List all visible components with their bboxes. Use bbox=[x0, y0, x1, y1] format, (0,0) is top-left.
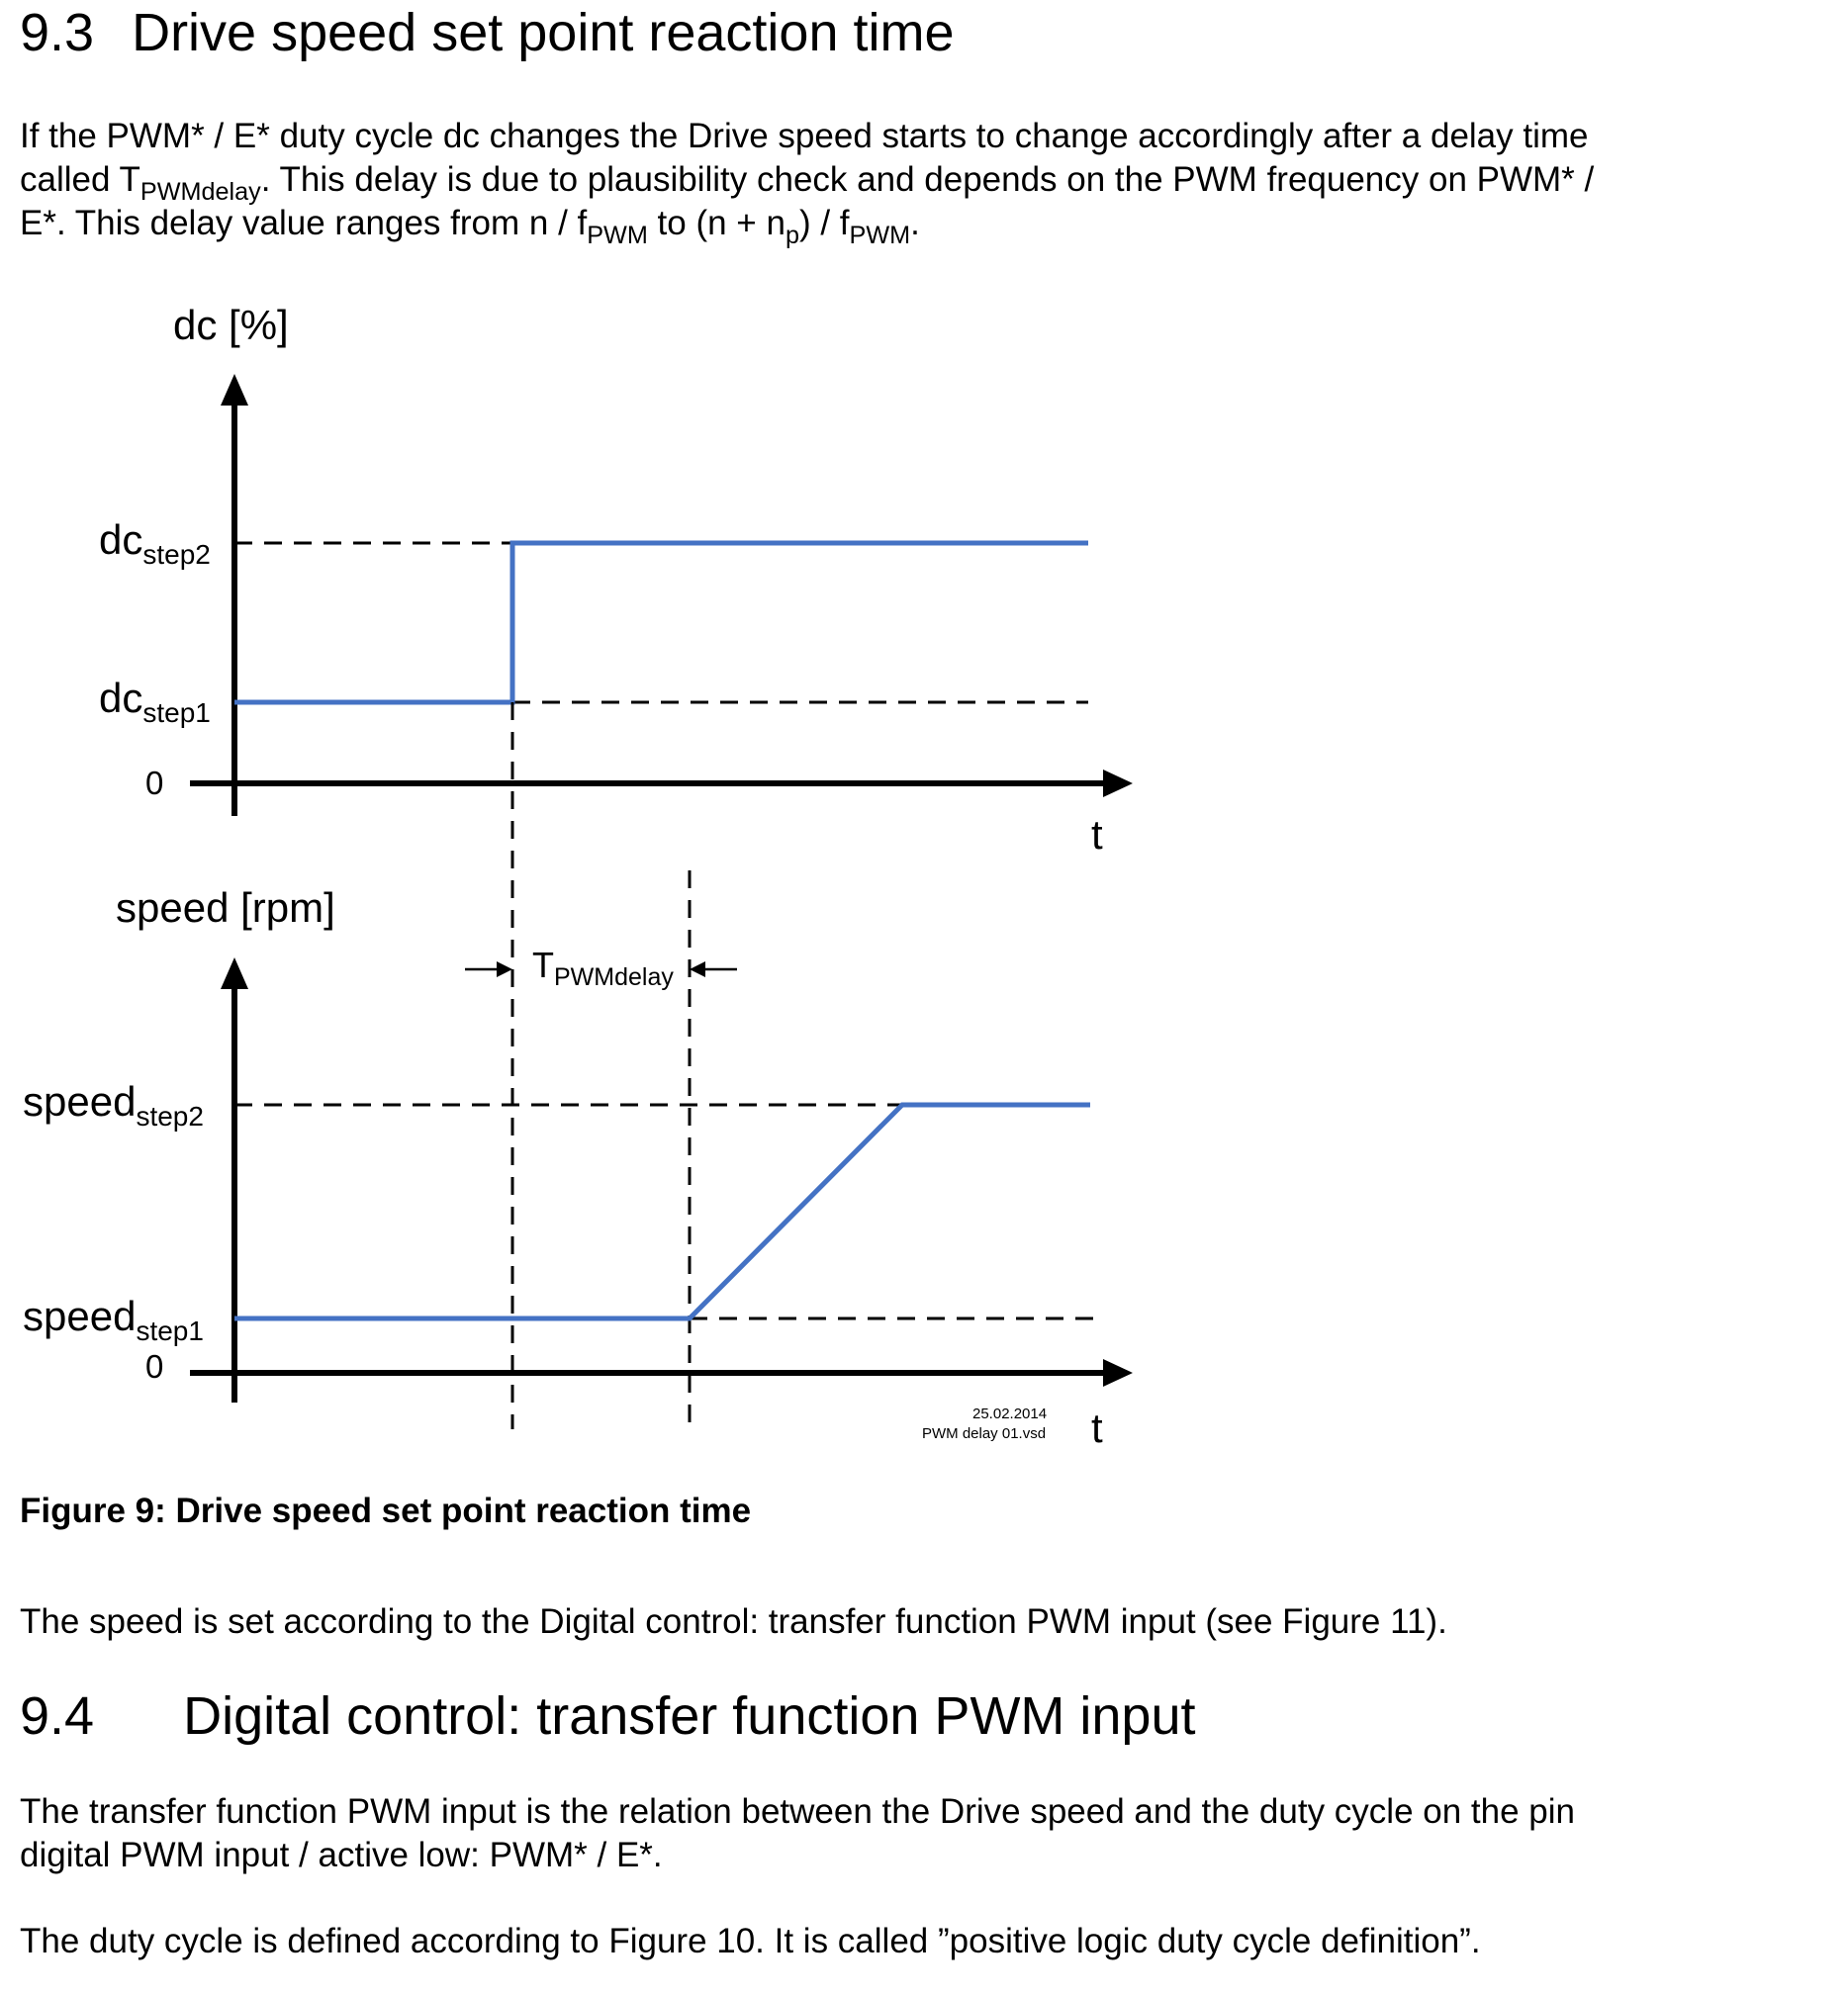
bottom-zero-label: 0 bbox=[145, 1348, 164, 1385]
section-title: Drive speed set point reaction time bbox=[132, 3, 955, 62]
paragraph-line: The transfer function PWM input is the relation between the Drive speed and the duty cycle on the pin bbox=[20, 1792, 1575, 1831]
section-9-4-heading bbox=[20, 1686, 1196, 1746]
drawing-date-stamp: 25.02.2014 bbox=[972, 1406, 1048, 1422]
speed-step1-base: speed bbox=[23, 1293, 137, 1339]
delay-label-sub: PWMdelay bbox=[554, 963, 674, 991]
speed-signal-line bbox=[234, 1105, 1090, 1318]
intro-subscript: p bbox=[785, 221, 799, 249]
speed-step2-label bbox=[23, 1078, 204, 1132]
intro-line-1: If the PWM* / E* duty cycle dc changes the Drive speed starts to change accordingly after a delay time bbox=[20, 117, 1589, 155]
bottom-x-axis-arrow bbox=[1103, 1359, 1133, 1387]
speed-step2-base: speed bbox=[23, 1078, 137, 1125]
intro-line-3-part: E*. This delay value ranges from n / f bbox=[20, 204, 588, 242]
dc-step2-sub: step2 bbox=[142, 539, 211, 570]
speed-step1-label bbox=[23, 1293, 204, 1346]
dc-step1-base: dc bbox=[99, 675, 143, 721]
after-figure-paragraph: The speed is set according to the Digital control: transfer function PWM input (see Figure 11). bbox=[20, 1602, 1447, 1641]
top-y-axis-arrow bbox=[221, 374, 248, 406]
intro-line-2-part: called T bbox=[20, 160, 140, 199]
section-number: 9.3 bbox=[20, 3, 95, 62]
section-9-4-paragraph-2: The duty cycle is defined according to Figure 10. It is called ”positive logic duty cycle definition”. bbox=[20, 1922, 1481, 1960]
section-title: Digital control: transfer function PWM input bbox=[183, 1686, 1196, 1746]
top-x-axis-arrow bbox=[1103, 770, 1133, 797]
bottom-y-axis-arrow bbox=[221, 957, 248, 989]
intro-subscript: PWMdelay bbox=[139, 177, 261, 206]
dc-step2-base: dc bbox=[99, 516, 143, 563]
bottom-x-axis-label: t bbox=[1091, 1405, 1103, 1451]
paragraph-line: digital PWM input / active low: PWM* / E*. bbox=[20, 1836, 663, 1874]
delay-left-arrow-head bbox=[497, 961, 512, 977]
dc-step2-label bbox=[99, 516, 211, 570]
delay-label-base: T bbox=[532, 945, 554, 985]
intro-subscript: PWM bbox=[849, 221, 911, 249]
bottom-y-axis-label: speed [rpm] bbox=[116, 884, 335, 931]
intro-line-3-part: to (n + n bbox=[647, 204, 785, 242]
dc-step1-label bbox=[99, 675, 211, 728]
section-9-4-paragraph-1 bbox=[20, 1790, 1575, 1877]
intro-subscript: PWM bbox=[587, 221, 648, 249]
top-x-axis-label: t bbox=[1091, 811, 1103, 858]
intro-line-2-part: . This delay is due to plausibility check and depends on the PWM frequency on PWM* / bbox=[260, 160, 1595, 199]
figure-caption: Figure 9: Drive speed set point reaction time bbox=[20, 1492, 752, 1530]
speed-step2-sub: step2 bbox=[136, 1101, 204, 1132]
intro-line-3-part: ) / f bbox=[798, 204, 850, 242]
dc-step1-sub: step1 bbox=[142, 697, 211, 728]
speed-step1-sub: step1 bbox=[136, 1316, 204, 1346]
delay-label bbox=[532, 945, 674, 991]
dc-signal-line bbox=[234, 543, 1088, 702]
top-y-axis-label: dc [%] bbox=[173, 302, 289, 348]
delay-right-arrow-head bbox=[690, 961, 705, 977]
drawing-file-stamp: PWM delay 01.vsd bbox=[922, 1425, 1047, 1442]
intro-line-3-part: . bbox=[910, 204, 920, 242]
top-zero-label: 0 bbox=[145, 765, 164, 801]
section-number: 9.4 bbox=[20, 1686, 95, 1746]
